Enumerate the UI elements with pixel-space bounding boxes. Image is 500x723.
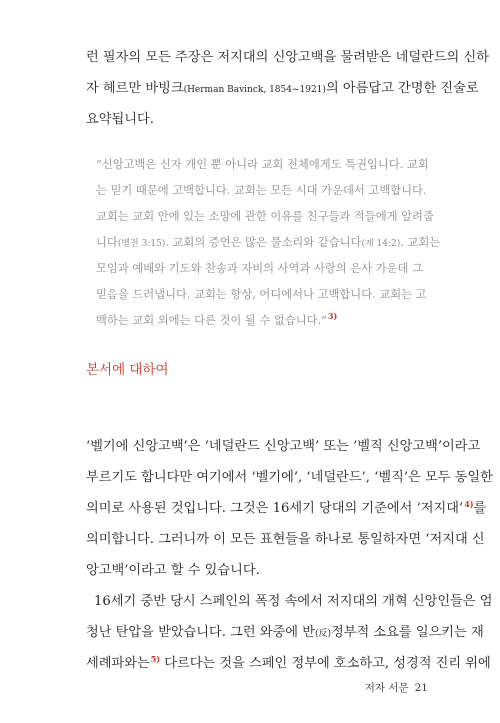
intro-line-3: 요약됩니다.: [86, 112, 154, 127]
footnote-marker[interactable]: 5): [150, 653, 161, 664]
footnote-marker[interactable]: 3): [327, 311, 338, 322]
quote-line-1: “신앙고백은 신자 개인 뿐 아니라 교회 전체에게도 특권입니다. 교회: [96, 158, 429, 171]
hanja-annotation: (反): [314, 629, 332, 639]
quote-line-5: 모임과 예배와 기도와 찬송과 자비의 사역과 사랑의 은사 가운데 그: [96, 262, 423, 275]
quote-line-7: 백하는 교회 외에는 다른 것이 될 수 없습니다.”$^{3)}$: [96, 311, 338, 327]
body-line-3: 의미로 사용된 것입니다. 그것은 16세기 당대의 기준에서 ‘저지대’$^{4)}$를: [86, 498, 487, 516]
quote-line-4: 니다(벧전 3:15). 교회의 증언은 많은 물소리와 같습니다(계 14:2). 교회는: [96, 236, 441, 249]
page-footer: [365, 680, 428, 695]
body-line-4: 의미합니다. 그러니까 이 모든 표현들을 하나로 통일하자면 ‘저지대 신: [86, 532, 485, 547]
footnote-marker[interactable]: 4): [464, 498, 474, 509]
scripture-ref: (벧전 3:15): [117, 239, 166, 249]
section-heading: 본서에 대하여: [86, 362, 169, 378]
running-title: 저자 서문: [364, 682, 409, 694]
scripture-ref: (계 14:2): [361, 239, 401, 249]
bavinck-dates: (Herman Bavinck, 1854~1921): [183, 85, 326, 95]
body-line-1: ‘벨기에 신앙고백’은 ‘네덜란드 신앙고백’ 또는 ‘벨직 신앙고백’이라고: [86, 439, 481, 454]
body-line-6: 16세기 중반 당시 스페인의 폭정 속에서 저지대의 개혁 신앙인들은 엄: [94, 594, 493, 609]
page-number: 21: [414, 682, 428, 694]
body-line-8: 세례파와는$^{5)}$ 다르다는 것을 스페인 정부에 호소하고, 성경적 진리 위에: [86, 653, 491, 671]
intro-line-2: 자 헤르만 바빙크(Herman Bavinck, 1854~1921)의 아름답고 간명한 진술로: [86, 81, 479, 96]
quote-line-3: 교회는 교회 안에 있는 소망에 관한 이유를 친구들과 적들에게 알려줍: [96, 210, 434, 223]
intro-line-1: 런 필자의 모든 주장은 저지대의 신앙고백을 물려받은 네덜란드의 신하: [86, 50, 489, 65]
quote-line-6: 믿음을 드러냅니다. 교회는 항상, 어디에서나 고백합니다. 교회는 고: [96, 288, 427, 301]
body-line-5: 앙고백’이라고 할 수 있습니다.: [86, 563, 260, 578]
body-line-2: 부르기도 합니다만 여기에서 ‘벨기에’, ‘네덜란드’, ‘벨직’은 모두 동일한: [86, 470, 493, 485]
body-line-7: 청난 탄압을 받았습니다. 그런 와중에 반(反)정부적 소요를 일으키는 재: [86, 625, 484, 640]
quote-line-2: 는 믿기 때문에 고백합니다. 교회는 모든 시대 가운데서 고백합니다.: [96, 184, 427, 197]
